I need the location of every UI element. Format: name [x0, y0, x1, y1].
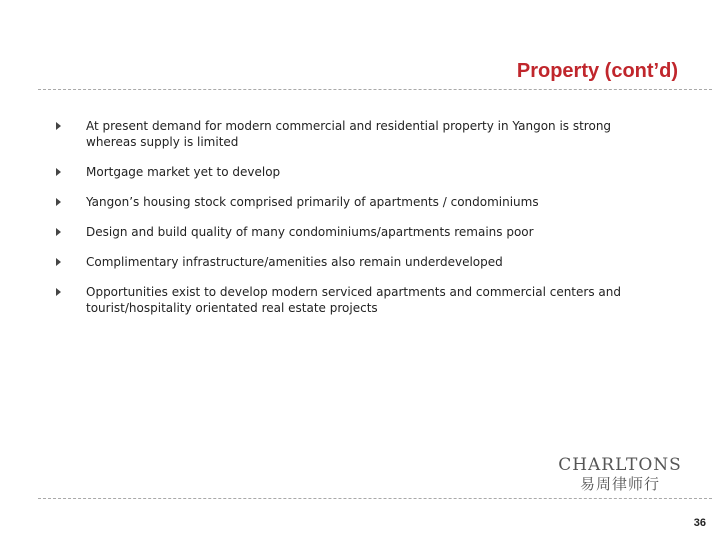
bullet-item	[54, 224, 654, 240]
bullet-arrow-icon	[56, 288, 61, 296]
bullet-item	[54, 118, 654, 150]
bullet-item	[54, 164, 654, 180]
bullet-arrow-icon	[56, 258, 61, 266]
bullet-text: Opportunities exist to develop modern serviced apartments and commercial centers and tourist/hospitality orientated real estate projects	[86, 285, 621, 315]
top-divider	[38, 89, 712, 90]
logo-chinese-name: 易周律师行	[579, 475, 660, 493]
bullet-arrow-icon	[56, 168, 61, 176]
bullet-item	[54, 284, 654, 316]
bullet-list	[54, 118, 654, 330]
bullet-arrow-icon	[56, 198, 61, 206]
bullet-text: Yangon’s housing stock comprised primarily of apartments / condominiums	[86, 195, 539, 209]
bullet-text: Mortgage market yet to develop	[86, 165, 281, 179]
page-number: 36	[693, 517, 706, 529]
bottom-divider	[38, 498, 712, 499]
bullet-arrow-icon	[56, 228, 61, 236]
bullet-text: At present demand for modern commercial and residential property in Yangon is strong whereas supply is limited	[86, 119, 612, 149]
bullet-text: Complimentary infrastructure/amenities also remain underdeveloped	[86, 255, 503, 269]
page-title: Property (cont’d)	[516, 60, 678, 82]
bullet-item	[54, 254, 654, 270]
bullet-text: Design and build quality of many condominiums/apartments remains poor	[86, 225, 534, 239]
bullet-arrow-icon	[56, 122, 61, 130]
logo-english-name: CHARLTONS	[558, 455, 682, 475]
bullet-item	[54, 194, 654, 210]
company-logo	[558, 455, 682, 493]
